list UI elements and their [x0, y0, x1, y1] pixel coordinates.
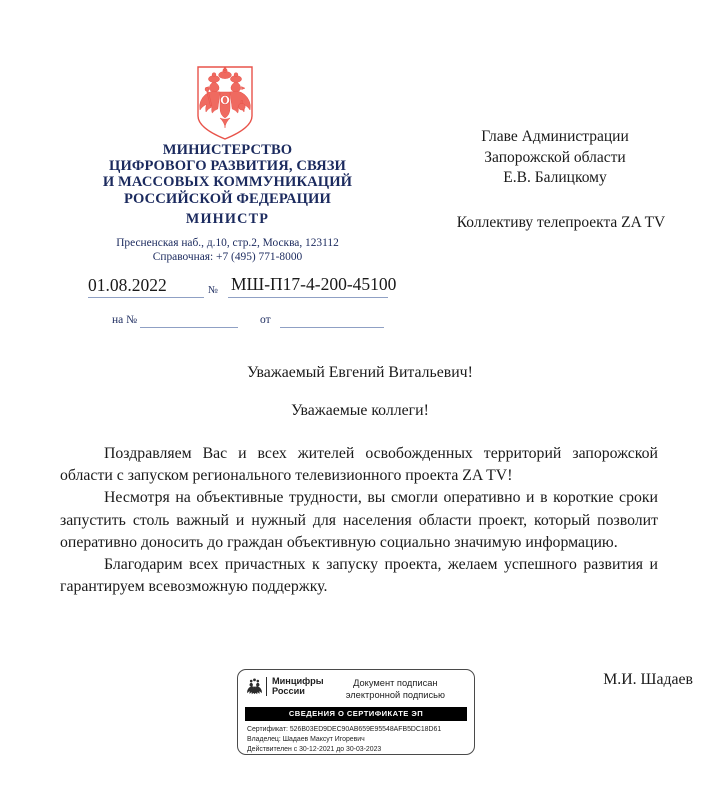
estamp-brand-line-1: Минцифры — [272, 676, 324, 686]
estamp-brand-line-2: России — [272, 686, 305, 697]
letterhead-address-block — [40, 236, 415, 264]
estamp-signed-line-2: электронной подписью — [345, 689, 445, 700]
document-number: МШ-П17-4-200-45100 — [231, 274, 397, 294]
signatory-name: М.И. Шадаев — [603, 671, 693, 688]
letterhead-phone: Справочная: +7 (495) 771-8000 — [152, 251, 303, 263]
date-rule — [88, 297, 204, 298]
estamp-owner: Владелец: Шадаев Максут Игоревич — [247, 735, 365, 743]
salutation-secondary: Уважаемые коллеги! — [291, 402, 429, 419]
estamp-certificate: Сертификат: 526B03ED9DEC90AB659E95548AFB5DC18D61 — [247, 725, 442, 733]
estamp-signed-line-1: Документ подписан — [353, 678, 438, 688]
salutation-primary: Уважаемый Евгений Витальевич! — [247, 364, 473, 381]
reference-row — [88, 274, 397, 301]
letterhead-line-1: МИНИСТЕРСТВО — [162, 142, 293, 158]
on-reference-row — [112, 312, 352, 330]
body-paragraph-3: Благодарим всех причастных к запуску проекта, желаем успешного развития и гарантируем всевозможную поддержку. — [60, 556, 658, 596]
document-date: 01.08.2022 — [88, 275, 167, 295]
estamp-brand-text — [272, 676, 324, 697]
estamp-signed-text — [324, 676, 467, 701]
estamp-details — [245, 725, 467, 756]
letterhead-address: Пресненская наб., д.10, стр.2, Москва, 123112 — [116, 237, 339, 249]
number-rule — [228, 297, 388, 298]
minister-title: МИНИСТР — [185, 211, 270, 227]
addressee-team: Коллективу телепроекта ZA TV — [456, 214, 666, 231]
letterhead-line-2: ЦИФРОВОГО РАЗВИТИЯ, СВЯЗИ — [109, 158, 346, 175]
addressee-line-1: Главе Администрации — [481, 128, 629, 145]
letterhead-line-3: И МАССОВЫХ КОММУНИКАЦИЙ — [102, 174, 353, 191]
estamp-validity: Действителен с 30-12-2021 до 30-03-2023 — [247, 746, 382, 754]
on-reference-label: на № — [112, 314, 138, 326]
letterhead-line-4: РОССИЙСКОЙ ФЕДЕРАЦИИ — [124, 190, 331, 207]
electronic-signature-stamp — [237, 669, 475, 755]
addressee-line-3: Е.В. Балицкому — [503, 169, 607, 186]
russian-coat-of-arms-icon — [196, 66, 254, 140]
addressee-line-2: Запорожской области — [484, 148, 626, 166]
minciftry-eagle-icon — [247, 678, 262, 695]
estamp-brand — [245, 676, 324, 697]
letterhead-title — [40, 142, 415, 207]
estamp-header — [245, 676, 467, 706]
letter-body — [60, 443, 658, 598]
body-paragraph-1: Поздравляем Вас и всех жителей освобожденных территорий запорожской области с запуском регионального телевизионного проекта ZA TV! — [60, 445, 658, 485]
body-paragraph-2: Несмотря на объективные трудности, вы смогли оперативно и в короткие сроки запустить столь важный и нужный для населения области проект, который позволит оперативно доносить до граждан объективную социально значимую информацию. — [60, 489, 658, 551]
from-label: от — [260, 314, 271, 326]
number-symbol: № — [208, 285, 219, 296]
addressee-block — [420, 127, 690, 189]
estamp-divider — [266, 677, 267, 696]
from-rule — [280, 327, 384, 328]
on-reference-rule — [140, 327, 238, 328]
estamp-banner: СВЕДЕНИЯ О СЕРТИФИКАТЕ ЭП — [245, 707, 467, 721]
